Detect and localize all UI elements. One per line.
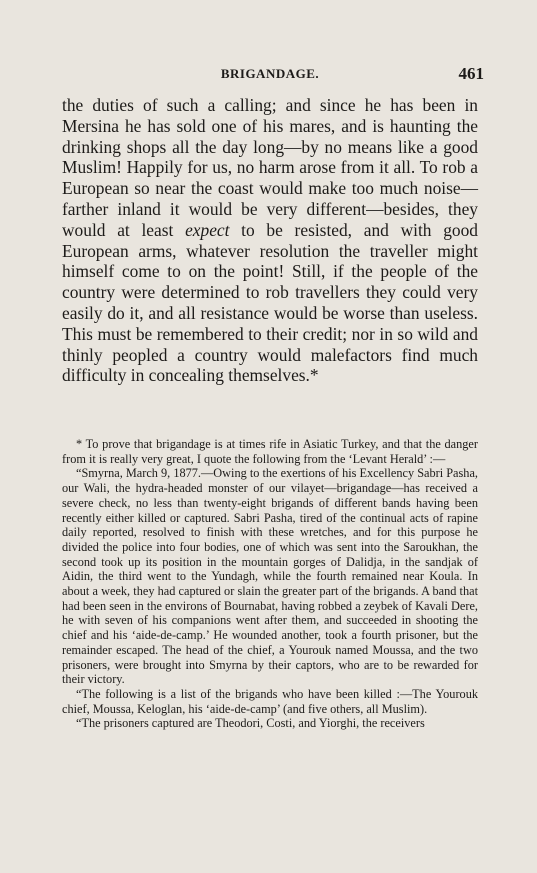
footnote-quote-paragraph: “The prisoners captured are Theodori, Costi, and Yiorghi, the receivers xyxy=(76,716,425,731)
main-text-part-2: to be resisted, and with good European arms, whatever resolution the traveller might himself come to on the point! Still, if the people of the country were determined to rob travellers they could very easily do it, and all resistance would be worse than useless. This must be remembered to their credit; nor in so wild and thinly peopled a country would malefactors find much difficulty in concealing themselves.* xyxy=(62,219,478,386)
footnote-intro: * To prove that brigandage is at times rife in Asiatic Turkey, and that the danger from it is really very great, I quote the following from the ‘Levant Herald’ :— xyxy=(62,437,478,466)
main-text xyxy=(62,95,478,386)
page-header xyxy=(60,64,484,86)
running-title: BRIGANDAGE. xyxy=(220,66,320,81)
emphasized-word: expect xyxy=(185,219,230,240)
page-number: 461 xyxy=(458,64,484,83)
main-text-part-1: the duties of such a calling; and since he has been in Mersina he has sold one of his mares, and is haunting the drinking shops all the day long—by no means like a good Muslim! Happily for us, no harm arose from it all. To rob a European so near the coast would make too much noise—farther inland it would be very different—besides, they would at least xyxy=(62,95,478,240)
footnote-quote-paragraph: “Smyrna, March 9, 1877.—Owing to the exertions of his Excellency Sabri Pasha, our Wali, the hydra-headed monster of our vilayet—brigandage—has received a severe check, no less than twenty-eight brigands of different bands having been recently either killed or captured. Sabri Pasha, tired of the continual acts of rapine daily reported, resolved to finish with these wretches, and for this purpose he divided the police into four bodies, one of which was sent into the Saroukhan, the second took up its position in the mountain gorges of Dalidja, in the sandjak of Aidin, the third went to the Yundagh, while the fourth remained near Koula. In about a week, they had captured or slain the greater part of the brigands. A band that had been seen in the environs of Bournabat, having robbed a zeybek of Kavali Dere, he with seven of his companions went after them, and succeeded in shooting the chief and his ‘aide-de-camp.’ He wounded another, took a fourth prisoner, but the remainder escaped. The head of the chief, a Yourouk named Moussa, and the two prisoners, were brought into Smyrna by their captors, who are to be rewarded for their victory. xyxy=(62,466,478,687)
footnotes xyxy=(62,437,478,731)
footnote-quote-paragraph: “The following is a list of the brigands who have been killed :—The Yourouk chief, Moussa, Keloglan, his ‘aide-de-camp’ (and five others, all Muslim). xyxy=(62,686,478,716)
main-paragraph xyxy=(62,95,478,386)
